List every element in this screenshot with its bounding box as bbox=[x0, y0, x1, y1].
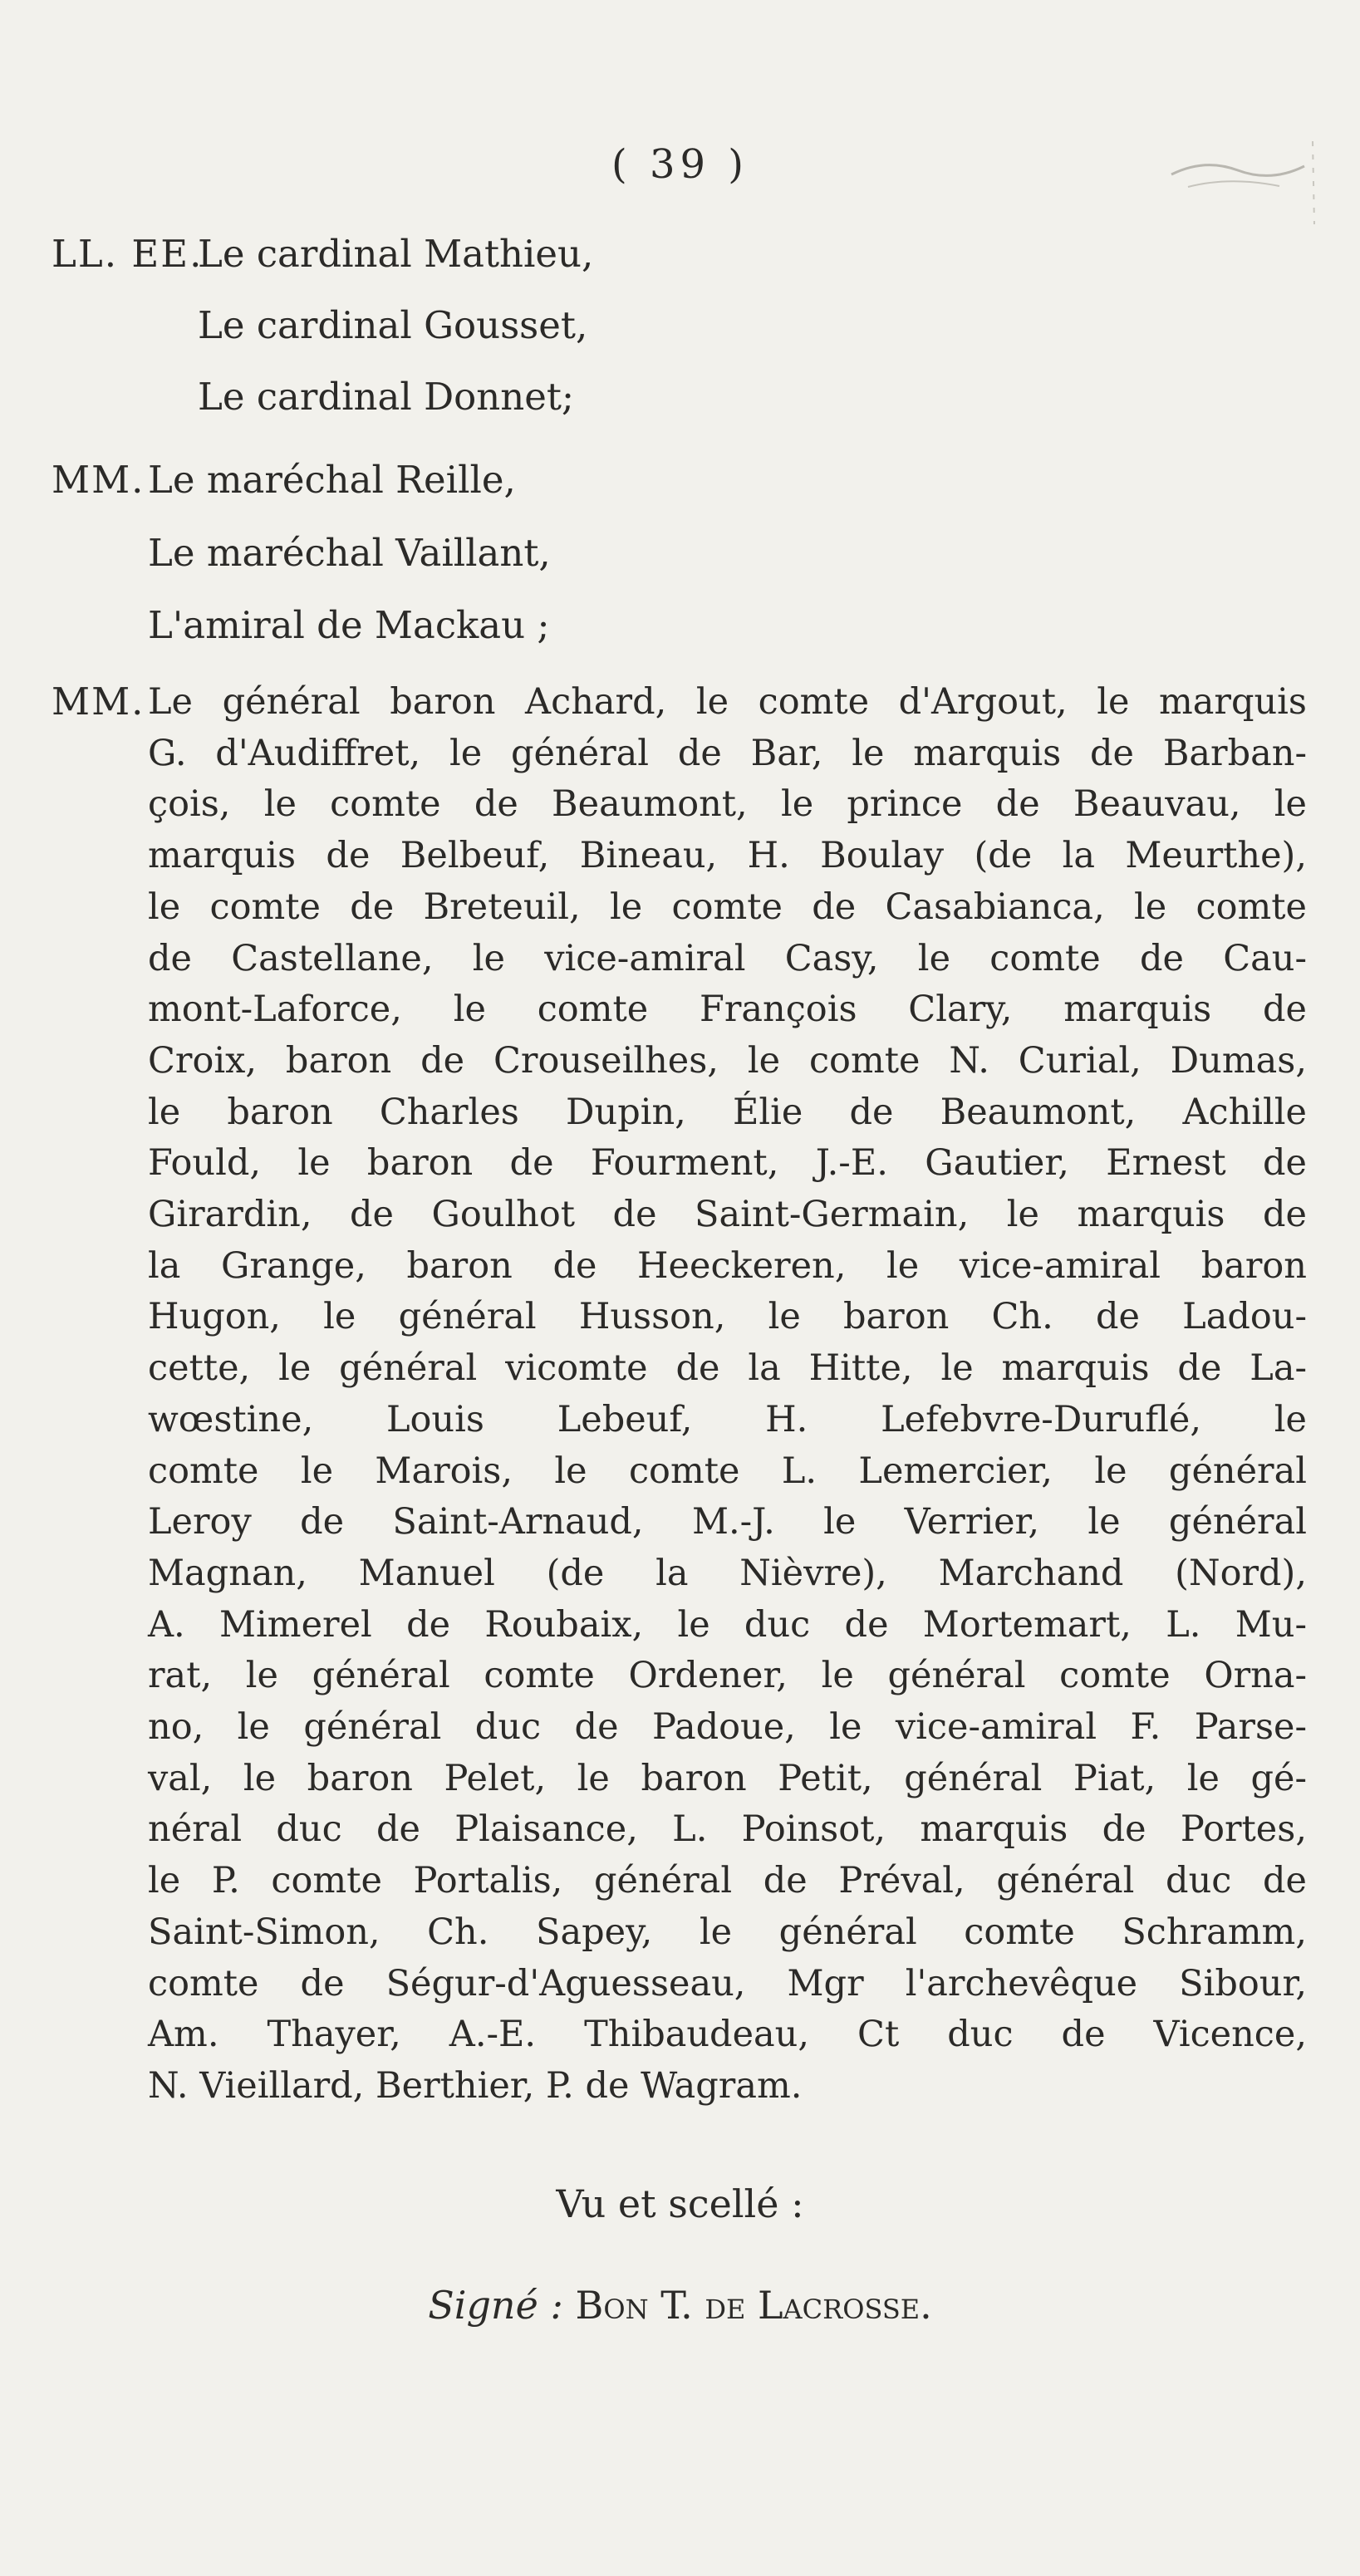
group3-line: N. Vieillard, Berthier, P. de Wagram. bbox=[148, 2064, 803, 2107]
group3-line: G. d'Audiffret, le général de Bar, le marquis de Barban- bbox=[148, 732, 1307, 774]
group2-line-3: L'amiral de Mackau ; bbox=[148, 603, 550, 647]
group3-line: Le général baron Achard, le comte d'Argout, le marquis bbox=[148, 681, 1307, 723]
group3-line: le comte de Breteuil, le comte de Casabianca, le comte bbox=[148, 886, 1307, 928]
group3-line: Fould, le baron de Fourment, J.-E. Gautier, Ernest de bbox=[148, 1142, 1307, 1185]
group3-line: Hugon, le général Husson, le baron Ch. de Ladou- bbox=[148, 1296, 1307, 1338]
group3-line: comte le Marois, le comte L. Lemercier, le général bbox=[148, 1450, 1307, 1492]
group3-line: wœstine, Louis Lebeuf, H. Lefebvre-Duruflé, le bbox=[148, 1398, 1307, 1440]
group1-prefix: LL. EE. bbox=[52, 232, 204, 276]
group3-line: Girardin, de Goulhot de Saint-Germain, le marquis de bbox=[148, 1194, 1307, 1235]
group3-line: le baron Charles Dupin, Élie de Beaumont, Achille bbox=[148, 1091, 1307, 1133]
group3-line: Magnan, Manuel (de la Nièvre), Marchand (Nord), bbox=[148, 1552, 1307, 1594]
group3-line: Am. Thayer, A.-E. Thibaudeau, Ct duc de Vicence, bbox=[148, 2014, 1307, 2056]
signature-line bbox=[0, 2280, 1360, 2330]
group3-line: Leroy de Saint-Arnaud, M.-J. le Verrier, le général bbox=[148, 1501, 1307, 1543]
signed-name: Bon T. de Lacrosse. bbox=[575, 2283, 932, 2328]
group3-line: çois, le comte de Beaumont, le prince de Beauvau, le bbox=[148, 783, 1307, 826]
group1-line-2: Le cardinal Gousset, bbox=[198, 303, 588, 347]
group3-line: Croix, baron de Crouseilhes, le comte N. Curial, Dumas, bbox=[148, 1039, 1307, 1082]
group3-line: rat, le général comte Ordener, le général comte Orna- bbox=[148, 1655, 1307, 1697]
group3-line: A. Mimerel de Roubaix, le duc de Mortemart, L. Mu- bbox=[148, 1603, 1307, 1646]
group3-line: no, le général duc de Padoue, le vice-amiral F. Parse- bbox=[148, 1706, 1307, 1748]
signed-label: Signé : bbox=[428, 2283, 563, 2328]
group3-line: de Castellane, le vice-amiral Casy, le comte de Cau- bbox=[148, 937, 1307, 979]
group1-line-1: Le cardinal Mathieu, bbox=[198, 232, 594, 276]
group3-line: comte de Ségur-d'Aguesseau, Mgr l'archevêque Sibour, bbox=[148, 1962, 1307, 2004]
group3-line: cette, le général vicomte de la Hitte, le marquis de La- bbox=[148, 1347, 1307, 1390]
group2-prefix: MM. bbox=[52, 458, 145, 502]
group3-line: le P. comte Portalis, général de Préval, général duc de bbox=[148, 1860, 1307, 1902]
group3-line: la Grange, baron de Heeckeren, le vice-amiral baron bbox=[148, 1244, 1307, 1287]
group3-line: val, le baron Pelet, le baron Petit, général Piat, le gé- bbox=[148, 1757, 1307, 1799]
group3-line: néral duc de Plaisance, L. Poinsot, marquis de Portes, bbox=[148, 1808, 1307, 1851]
group2-line-1: Le maréchal Reille, bbox=[148, 458, 516, 502]
group1-line-3: Le cardinal Donnet; bbox=[198, 375, 575, 419]
page-number: ( 39 ) bbox=[611, 141, 749, 188]
group3-line: marquis de Belbeuf, Bineau, H. Boulay (de la Meurthe), bbox=[148, 835, 1307, 877]
sealed-line: Vu et scellé : bbox=[556, 2181, 804, 2226]
group3-line: Saint-Simon, Ch. Sapey, le général comte Schramm, bbox=[148, 1911, 1307, 1953]
library-stamp-icon bbox=[1155, 125, 1321, 241]
group2-line-2: Le maréchal Vaillant, bbox=[148, 531, 551, 575]
group3-prefix: MM. bbox=[52, 680, 145, 724]
group3-line: mont-Laforce, le comte François Clary, marquis de bbox=[148, 989, 1307, 1031]
